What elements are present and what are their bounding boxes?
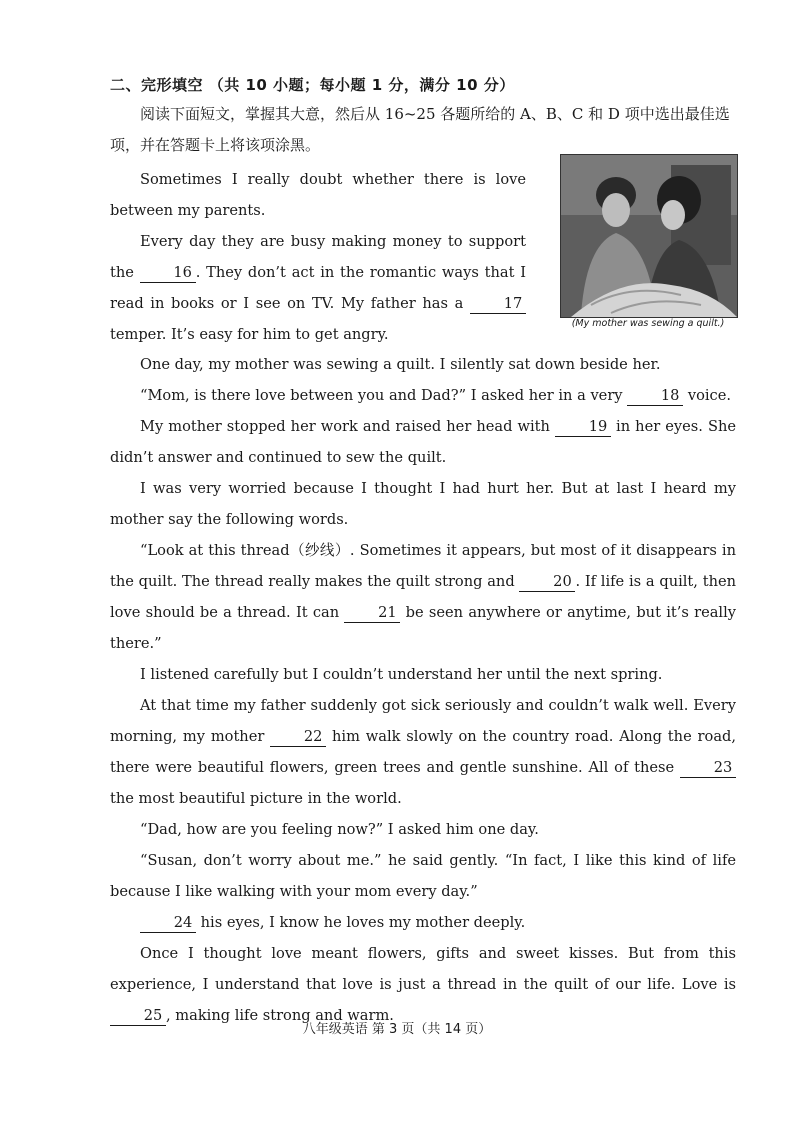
blank-21: 21 <box>344 604 400 623</box>
blank-22: 22 <box>270 728 326 747</box>
blank-23: 23 <box>680 759 736 778</box>
passage-paragraph-12: 24 his eyes, I know he loves my mother deeply. <box>110 907 736 938</box>
page-footer: 八年级英语 第 3 页（共 14 页） <box>302 1022 492 1037</box>
blank-24: 24 <box>140 914 196 933</box>
blank-19: 19 <box>555 418 611 437</box>
blank-18: 18 <box>627 387 683 406</box>
blank-25: 25 <box>110 1007 166 1026</box>
passage-paragraph-1: Sometimes I really doubt whether there is love between my parents. <box>110 171 526 219</box>
instructions <box>110 99 742 161</box>
passage-paragraph-13: Once I thought love meant flowers, gifts and sweet kisses. But from this experience, I understand that love is just a thread in the quilt of our life. Love is 25 , making life strong and warm. <box>110 945 736 1024</box>
passage-paragraph-10: “Dad, how are you feeling now?” I asked him one day. <box>140 821 539 838</box>
illustration-image <box>560 154 738 318</box>
passage-body <box>110 349 736 1031</box>
passage-paragraph-6: I was very worried because I thought I had hurt her. But at last I heard my mother say the following words. <box>110 480 736 528</box>
passage-paragraph-5: My mother stopped her work and raised her head with 19 in her eyes. She didn’t answer and continued to sew the quilt. <box>110 418 736 466</box>
figure-caption: (My mother was sewing a quilt.) <box>571 318 725 329</box>
passage-paragraph-2: Every day they are busy making money to support the 16 . They don’t act in the romantic ways that I read in books or I see on TV. My father has a 17 temper. It’s easy for him to get angry. <box>110 233 526 343</box>
passage-paragraph-4: “Mom, is there love between you and Dad?” I asked her in a very 18 voice. <box>140 387 731 404</box>
section-title: 二、完形填空 （共 10 小题；每小题 1 分，满分 10 分） <box>110 76 515 94</box>
blank-16: 16 <box>140 264 196 283</box>
blank-17: 17 <box>470 295 526 314</box>
passage-paragraph-11: “Susan, don’t worry about me.” he said gently. “In fact, I like this kind of life because I like walking with your mom every day.” <box>110 852 736 900</box>
instruction-text: 阅读下面短文，掌握其大意，然后从 16~25 各题所给的 A、B、C 和 D 项中选出最佳选项，并在答题卡上将该项涂黑。 <box>110 105 730 154</box>
sewing-quilt-illustration <box>561 155 737 317</box>
passage-paragraph-7: “Look at this thread（纱线）. Sometimes it appears, but most of it disappears in the quilt. The thread really makes the quilt strong and 20 . If life is a quilt, then love should be a thread. It can 21 be seen anywhere or anytime, but it’s really there.” <box>110 542 737 652</box>
passage-paragraph-8: I listened carefully but I couldn’t understand her until the next spring. <box>140 666 663 683</box>
passage-paragraph-9: At that time my father suddenly got sick seriously and couldn’t walk well. Every morning, my mother 22 him walk slowly on the country road. Along the road, there were beautiful flowers, green trees and gentle sunshine. All of these 23 the most beautiful picture in the world. <box>110 697 736 807</box>
passage-paragraph-3: One day, my mother was sewing a quilt. I silently sat down beside her. <box>140 356 661 373</box>
blank-20: 20 <box>519 573 575 592</box>
